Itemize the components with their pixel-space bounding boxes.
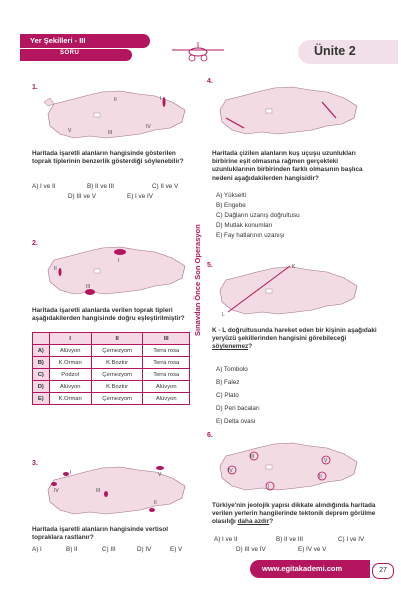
- q5-number: 5.: [207, 262, 213, 269]
- q2-th-2: II: [91, 333, 143, 345]
- q2-map: [40, 240, 190, 302]
- q2-label-II: II: [54, 266, 57, 272]
- table-row[interactable]: C) Podzol Çernezyom Terra rosa: [33, 369, 190, 381]
- q6-map: [212, 436, 362, 498]
- q5-option-e[interactable]: E) Delta ovası: [216, 418, 256, 425]
- q5-option-b[interactable]: B) Falez: [216, 379, 240, 386]
- q5-text: K - L doğrultusunda hareket eden bir kişinin aşağıdaki yeryüzü şekillerinden hangisini görebileceği söylenemez?: [212, 327, 377, 351]
- q5-option-c[interactable]: C) Plato: [216, 392, 239, 399]
- q5-emphasis: söylenemez: [212, 343, 249, 351]
- q3-map: [40, 460, 190, 522]
- q1-option-d[interactable]: D) III ve V: [68, 193, 96, 200]
- q3-text: Haritada işaretli alanların hangisinde vertisol topraklara rastlanır?: [32, 526, 169, 542]
- table-row[interactable]: A) Alüvyon Çernezyom Terra rosa: [33, 345, 190, 357]
- q2-table-header: [33, 333, 190, 345]
- q3-label-II: II: [154, 500, 157, 506]
- q6-number: 6.: [207, 432, 213, 439]
- unit-title: Ünite 2: [314, 44, 356, 58]
- q4-option-a[interactable]: A) Yükselti: [216, 192, 246, 199]
- q2-th-3: III: [143, 333, 190, 345]
- section-banner: [20, 34, 155, 64]
- page-number: 27: [372, 563, 394, 579]
- q3-label-IV: IV: [54, 488, 59, 494]
- q4-option-d[interactable]: D) Mutlak konumları: [216, 222, 273, 229]
- footer-url[interactable]: www.egitakademi.com: [262, 564, 343, 573]
- q6-option-a[interactable]: A) I ve II: [214, 536, 238, 543]
- q2-number: 2.: [32, 240, 38, 247]
- q6-option-b[interactable]: B) II ve III: [276, 536, 303, 543]
- q1-text: Haritada işaretli alanların hangisinde gösterilen toprak tiplerinin benzerlik gösterdiği söylenebilir?: [32, 150, 184, 166]
- q2-label-III: III: [86, 284, 91, 290]
- q6-option-c[interactable]: C) I ve IV: [338, 536, 365, 543]
- q1-label-IV: IV: [146, 124, 151, 130]
- q3-label-V: V: [158, 472, 162, 478]
- q4-number: 4.: [207, 78, 213, 85]
- q3-option-d[interactable]: D) IV: [137, 546, 152, 553]
- q4-option-e[interactable]: E) Fay hatlarının uzanışı: [216, 232, 285, 239]
- q6-label-II: II: [319, 474, 322, 480]
- q6-option-d[interactable]: D) III ve IV: [236, 546, 266, 553]
- q6-label-I: I: [268, 484, 270, 490]
- q2-label-I: I: [118, 258, 120, 264]
- q6-label-V: V: [324, 458, 328, 464]
- q5-label-K: K: [292, 264, 296, 270]
- q1-number: 1.: [32, 84, 38, 91]
- q4-text: Haritada çizilen alanların kuş uçuşu uzunlukları birbirine eşit olmasına rağmen gerçekteki uzunluklarının birbirinden farklı olmasının başlıca nedeni aşağıdakilerden hangisidir?: [212, 150, 363, 182]
- q5-option-d[interactable]: D) Peri bacaları: [216, 405, 260, 412]
- q5-label-L: L: [222, 312, 225, 318]
- section-title: Yer Şekilleri - III: [30, 36, 86, 45]
- q1-option-e[interactable]: E) I ve IV: [127, 193, 153, 200]
- side-label-part2: Son Operasyon: [193, 224, 202, 280]
- section-subtitle: SORU: [60, 50, 80, 56]
- footer: [250, 560, 401, 580]
- q2-th-1: I: [49, 333, 91, 345]
- table-row[interactable]: B) K.Orman K.Bozkır Terra rosa: [33, 357, 190, 369]
- q3-label-III: III: [96, 488, 101, 494]
- q1-map: [40, 84, 190, 146]
- table-row[interactable]: D) Alüvyon K.Bozkır Alüvyon: [33, 381, 190, 393]
- plane-logo-icon: [168, 38, 228, 66]
- q6-text: Türkiye'nin jeolojik yapısı dikkate alındığında haritada verilen yerlerin hangilerinde tektonik deprem görülme olasılığı daha azdır?: [212, 502, 376, 526]
- q4-map: [212, 80, 362, 142]
- q1-label-II: II: [114, 97, 117, 103]
- q3-option-a[interactable]: A) I: [32, 546, 42, 553]
- q1-option-b[interactable]: B) II ve III: [87, 183, 114, 190]
- q3-label-I: I: [70, 470, 72, 476]
- q5-option-a[interactable]: A) Tombolo: [216, 366, 248, 373]
- q6-option-e[interactable]: E) IV ve V: [298, 546, 327, 553]
- q4-option-c[interactable]: C) Dağların uzanış doğrultusu: [216, 212, 300, 219]
- q1-option-c[interactable]: C) II ve V: [152, 183, 179, 190]
- table-row[interactable]: E) K.Orman Çernezyom Alüvyon: [33, 393, 190, 405]
- q2-th-blank: [33, 333, 50, 345]
- q5-map: [212, 260, 362, 322]
- q2-answer-table: [32, 332, 190, 405]
- unit-tab: [298, 40, 388, 66]
- q6-emphasis: daha azdır: [237, 518, 270, 526]
- q1-label-III: III: [108, 130, 113, 136]
- q3-number: 3.: [32, 460, 38, 467]
- q4-option-b[interactable]: B) Engebe: [216, 202, 246, 209]
- q1-label-I: I: [160, 96, 162, 102]
- side-label-part1: Sınavdan Önce: [193, 281, 202, 336]
- q1-label-V: V: [68, 128, 72, 134]
- q3-option-e[interactable]: E) V: [170, 546, 183, 553]
- q2-text: Haritada işaretli alanlarda verilen toprak tipleri aşağıdakilerden hangisinde doğru eşleştirilmiştir?: [32, 307, 185, 323]
- q3-option-c[interactable]: C) III: [102, 546, 116, 553]
- q1-option-a[interactable]: A) I ve II: [32, 183, 56, 190]
- q3-option-b[interactable]: B) II: [66, 546, 78, 553]
- side-label: [193, 195, 205, 365]
- q6-label-III: III: [250, 454, 255, 460]
- q6-label-IV: IV: [228, 468, 233, 474]
